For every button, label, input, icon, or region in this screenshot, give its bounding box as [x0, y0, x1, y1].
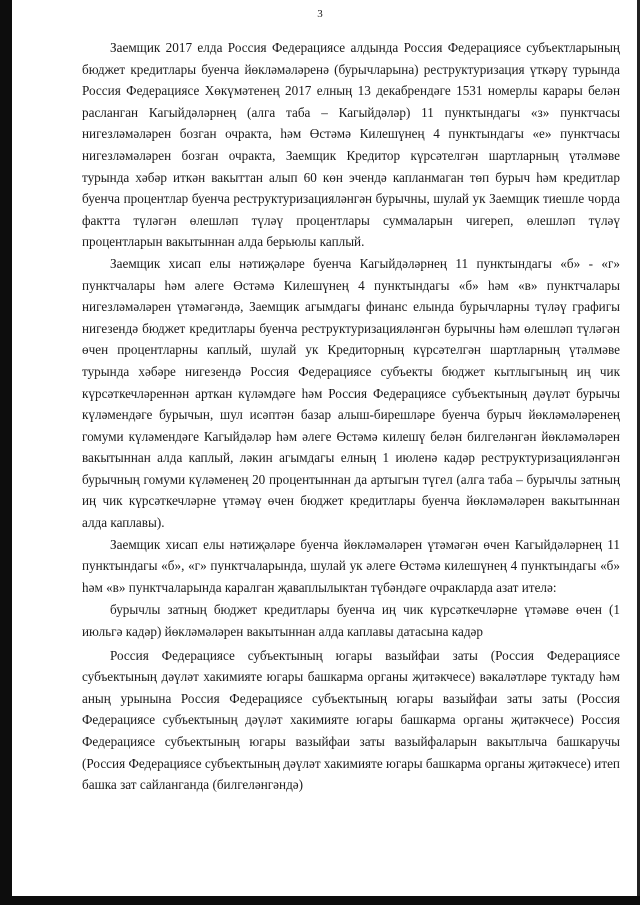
paragraph-exemption-case-date: бурычлы затның бюджет кредитлары буенча иң чик күрсәткечләрне үтәмәве өчен (1 июльгә кадәр) йөкләмәләрен вакытыннан алда каплавы датасына кадәр [82, 602, 620, 640]
scan-bottom-border [0, 896, 640, 905]
paragraph-annual-results: Заемщик хисап елы нәтиҗәләре буенча Кагыйдәләрнең 11 пунктындагы «б» - «г» пунктчалары һәм әлеге Өстәмә Килешүнең 4 пунктындагы «б» һәм «в» пунктчалары нигезләмәләрен үтәмәгәндә, Заемщик агымдагы финанс елында бурычларны түләү графигы нигезендә бюджет кредитлары буенча реструктуризацияләнгән бурычны һәм өлешләп түләгән өчен процентларны каплый, шулай ук Кредиторның күрсәтелгән шартларның үтәлмәве турында хәбәре нигезендә Россия Федерациясе субъекты бюджет кытлыгының иң чик күрсәткечләреннән арткан күләмдәге һәм Россия Федерациясе субъектының дәүләт бурычы күләмендәге бурычын, шул исәптән базар алыш-бирешләре буенча бурыч йөкләмәләренең гомуми күләмендәге Кагыйдәләр һәм әлеге Өстәмә килешү белән билгеләнгән йөкләмәләрен вакытыннан алда каплый, ләкин агымдагы елның 1 июленә кадәр реструктуризацияләнгән бурычның гомуми күләменең 20 процентыннан да артыгын түгел (алга таба – бурычлы затның иң чик күрсәткечләрне үтәмәү өчен бюджет кредитлары буенча йөкләмәләрен вакытыннан алда каплавы). [82, 255, 620, 531]
page-number: 3 [317, 8, 323, 20]
scan-left-border [0, 0, 12, 905]
paragraph-liability-exemption: Заемщик хисап елы нәтиҗәләре буенча йөкләмәләрен үтәмәгән өчен Кагыйдәләрнең 11 пунктындагы «б», «г» пунктчаларында, шулай ук әлеге Өстәмә килешүнең 4 пунктындагы «б» һәм «в» пунктчаларында каралган җаваплылыктан түбәндәге очракларда азат ителә: [82, 536, 620, 595]
paragraph-exemption-case-official: Россия Федерациясе субъектының югары вазыйфаи заты (Россия Федерациясе субъектының дәүләт хакимияте югары башкарма органы җитәкчесе) вәкаләтләре туктаду һәм аның урынына Россия Федерациясе субъектының югары вазыйфаи заты заты (Россия Федерациясе субъектының дәүләт хакимияте югары башкарма органы җитәкчесе) Россия Федерациясе субъектының югары вазыйфаи заты вазыйфаларын вакытлыча башкаручы (Россия Федерациясе субъектының дәүләт хакимияте югары башкарма органы җитәкчесе) итеп башка зат сайланганда (билгеләнгәндә) [82, 647, 620, 793]
document-body [82, 37, 620, 796]
paragraph-early-repayment: Заемщик 2017 елда Россия Федерациясе алдында Россия Федерациясе субъектларының бюджет кредитлары буенча йөкләмәләренә (бурычларына) реструктуризация үткәрү турында Россия Федерациясе Хөкүмәтенең 2017 елның 13 декабрендәге 1531 номерлы карары белән расланган Кагыйдәләрнең (алга таба – Кагыйдәләр) 11 пунктындагы «з» пунктчасы нигезләмәләрен бозган очракта, һәм Өстәмә Килешүнең 4 пунктындагы «е» пунктчасы нигезләмәләрен бозган очракта, Заемщик Кредитор күрсәтелгән шартларның үтәлмәве турында хәбәр иткән вакыттан алып 60 көн эчендә капланмаган төп бурыч һәм кредитлар буенча процентлар буенча реструктуризацияләнгән бурычны, шулай ук Заемщик тиешле чорда фактта түләгән өлешләп түләү процентлары суммаларын чигереп, өлешләп түләү процентларын вакытыннан алда берьюлы каплый. [82, 40, 620, 250]
